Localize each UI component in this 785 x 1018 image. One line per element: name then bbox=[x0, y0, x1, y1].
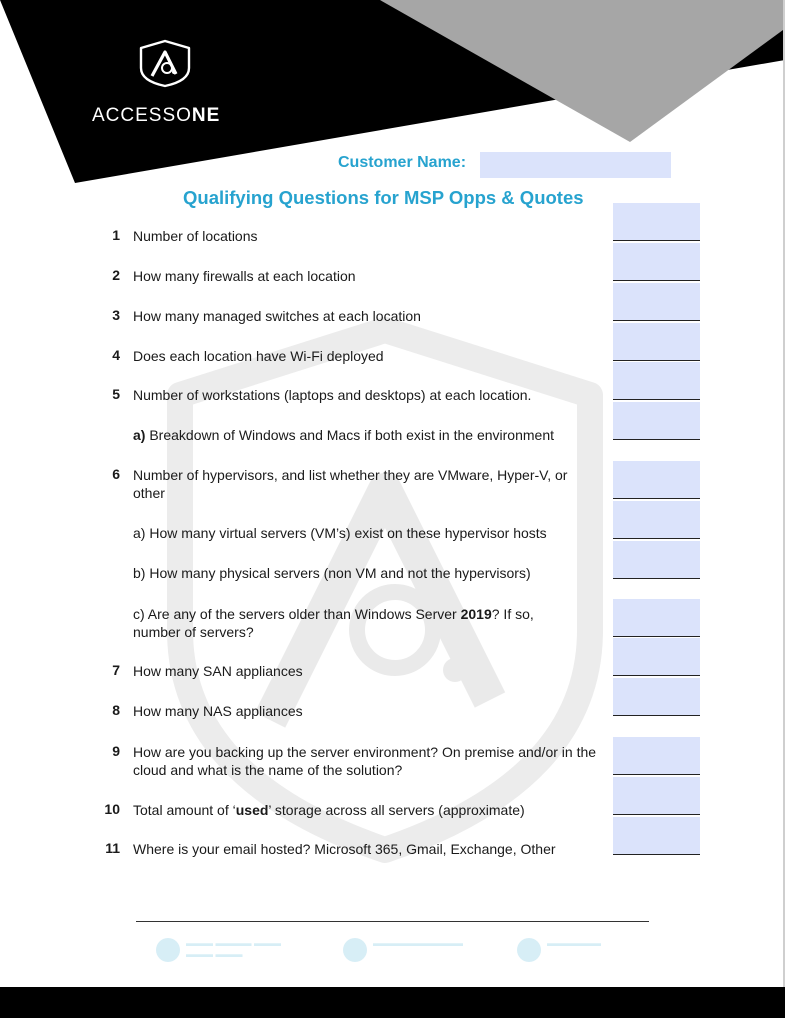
answer-field-7[interactable] bbox=[613, 638, 700, 676]
customer-name-field[interactable] bbox=[480, 152, 671, 178]
question-text: c) Are any of the servers older than Windows Server 2019? If so, number of servers? bbox=[133, 606, 534, 640]
question-number: 6 bbox=[112, 466, 120, 482]
answer-field-6c[interactable] bbox=[613, 599, 700, 637]
question-text: a) Breakdown of Windows and Macs if both exist in the environment bbox=[133, 427, 554, 443]
question-number: 3 bbox=[112, 307, 120, 323]
answer-field-9[interactable] bbox=[613, 737, 700, 775]
answer-field-6[interactable] bbox=[613, 461, 700, 499]
answer-field-6a[interactable] bbox=[613, 501, 700, 539]
question-text: How many NAS appliances bbox=[133, 703, 303, 719]
answer-field-5[interactable] bbox=[613, 362, 700, 400]
answer-field-11[interactable] bbox=[613, 817, 700, 855]
question-text: Number of hypervisors, and list whether they are VMware, Hyper-V, or other bbox=[133, 467, 568, 501]
answer-field-2[interactable] bbox=[613, 243, 700, 281]
signature-line bbox=[136, 921, 649, 922]
form-title: Qualifying Questions for MSP Opps & Quotes bbox=[183, 187, 584, 208]
question-number: 4 bbox=[112, 347, 120, 363]
question-number: 2 bbox=[112, 267, 120, 283]
answer-field-8[interactable] bbox=[613, 678, 700, 716]
question-number: 1 bbox=[112, 227, 120, 243]
answer-field-10[interactable] bbox=[613, 777, 700, 815]
footer-contact-address: ▬▬▬ ▬▬▬▬ ▬▬▬ ▬▬▬ ▬▬▬ bbox=[156, 936, 326, 966]
question-text: Total amount of ‘used’ storage across all servers (approximate) bbox=[133, 802, 525, 818]
question-text: Number of workstations (laptops and desktops) at each location. bbox=[133, 387, 532, 403]
footer-contact-web: ▬▬▬▬▬▬▬▬▬▬ bbox=[343, 936, 503, 966]
answer-field-4[interactable] bbox=[613, 323, 700, 361]
answer-field-5a[interactable] bbox=[613, 402, 700, 440]
question-text: How many SAN appliances bbox=[133, 663, 303, 679]
footer-bar bbox=[0, 987, 785, 1018]
answer-field-1[interactable] bbox=[613, 203, 700, 241]
question-number: 11 bbox=[105, 840, 120, 856]
footer-contact-phone: ▬▬▬▬▬▬ bbox=[517, 936, 637, 966]
question-text: How are you backing up the server environment? On premise and/or in the cloud and what is the name of the solution? bbox=[133, 744, 597, 778]
customer-name-label: Customer Name: bbox=[338, 154, 467, 171]
question-number: 8 bbox=[112, 702, 120, 718]
shield-logo-icon bbox=[136, 38, 194, 88]
question-text: Does each location have Wi-Fi deployed bbox=[133, 348, 384, 364]
brand-name: ACCESSONE bbox=[92, 105, 221, 126]
web-icon bbox=[343, 938, 367, 962]
question-number: 7 bbox=[112, 662, 120, 678]
question-text: a) How many virtual servers (VM’s) exist on these hypervisor hosts bbox=[133, 525, 547, 541]
phone-icon bbox=[517, 938, 541, 962]
question-text: Number of locations bbox=[133, 228, 258, 244]
location-icon bbox=[156, 938, 180, 962]
question-number: 10 bbox=[104, 801, 120, 817]
question-text: b) How many physical servers (non VM and not the hypervisors) bbox=[133, 565, 531, 581]
question-number: 5 bbox=[112, 386, 120, 402]
question-text: How many firewalls at each location bbox=[133, 268, 356, 284]
question-text: Where is your email hosted? Microsoft 365, Gmail, Exchange, Other bbox=[133, 841, 556, 857]
answer-field-6b[interactable] bbox=[613, 541, 700, 579]
answer-field-3[interactable] bbox=[613, 283, 700, 321]
question-text: How many managed switches at each location bbox=[133, 308, 421, 324]
question-number: 9 bbox=[112, 743, 120, 759]
